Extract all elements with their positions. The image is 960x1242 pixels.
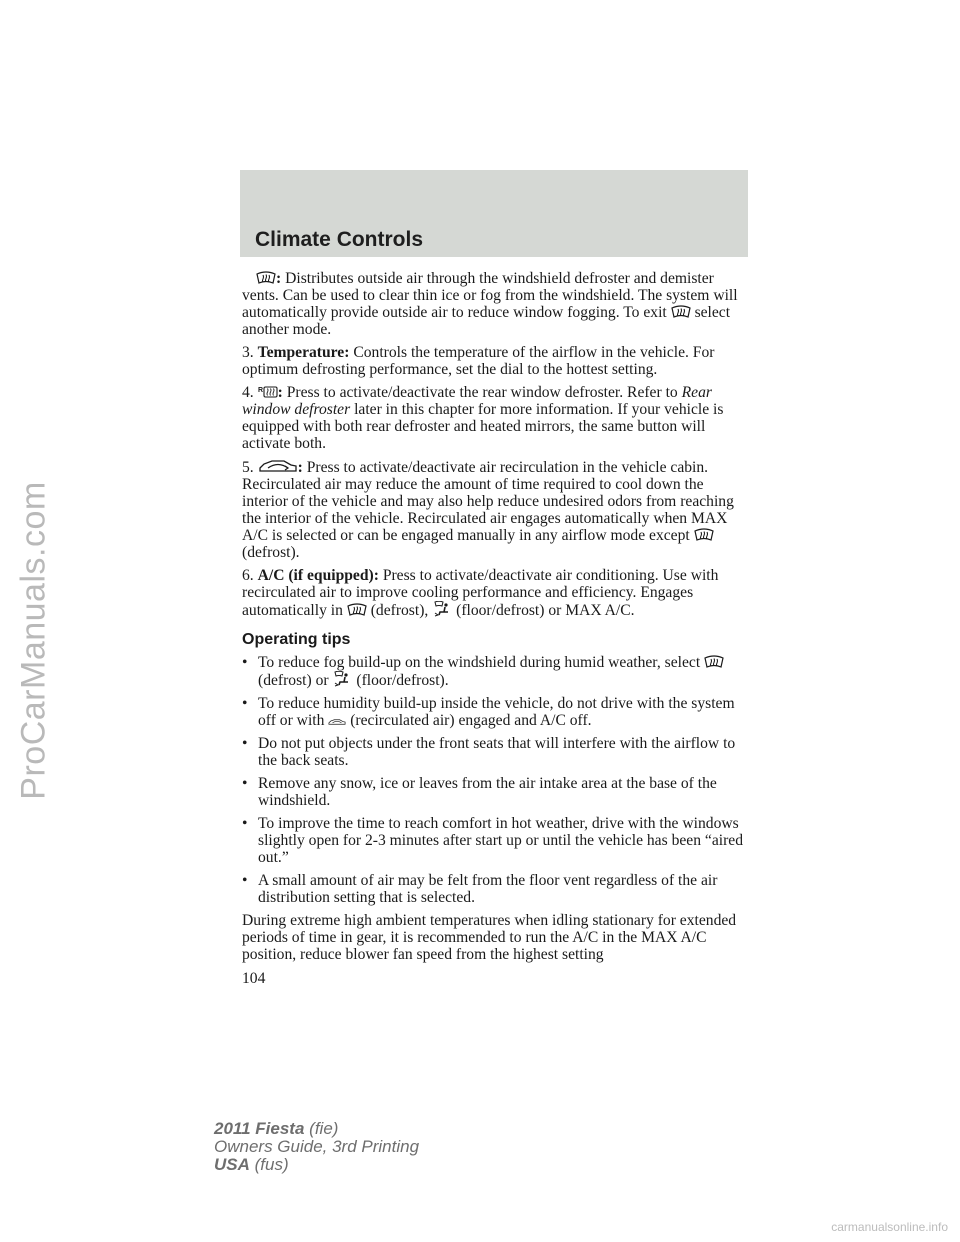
- tip-text: (defrost) or: [258, 672, 329, 689]
- tip-text: A small amount of air may be felt from the floor vent regardless of the air distribution setting that is selected.: [258, 872, 718, 906]
- defrost-text-after: select another mode.: [242, 304, 731, 338]
- windshield-defrost-icon: [347, 603, 367, 617]
- footer-model-code: (fie): [309, 1119, 339, 1138]
- temperature-paragraph: [242, 344, 752, 378]
- rear-defrost-colon: :: [277, 384, 283, 401]
- temperature-number: 3.: [242, 344, 254, 361]
- recirculation-paragraph: [242, 458, 752, 561]
- tip-text: Do not put objects under the front seats that will interfere with the airflow to the back seats.: [258, 735, 736, 769]
- footer-market-code: (fus): [254, 1155, 289, 1174]
- tip-text: To reduce humidity build-up inside the vehicle, do not drive with the system off or with: [258, 695, 735, 729]
- bullet: •: [242, 654, 248, 671]
- site-footer: carmanualsonline.info: [831, 1220, 948, 1234]
- list-item: [242, 775, 752, 809]
- recirculation-text-after: (defrost).: [242, 544, 300, 561]
- defrost-text: Distributes outside air through the windshield defroster and demister vents. Can be used to clear thin ice or fog from the windshield. The system will automatically provide outside air to reduce window fogging. To exit: [242, 270, 738, 321]
- rear-defrost-text-after: later in this chapter for more information. If your vehicle is equipped with both rear defroster and heated mirrors, the same button will activate both.: [242, 401, 724, 452]
- ac-label: A/C (if equipped):: [257, 567, 379, 584]
- tip-text: Remove any snow, ice or leaves from the air intake area at the base of the windshield.: [258, 775, 717, 809]
- watermark-text: ProCarManuals.com: [14, 480, 53, 800]
- floor-defrost-icon: [332, 671, 352, 687]
- rear-defrost-paragraph: [242, 384, 752, 452]
- defrost-paragraph: [242, 270, 752, 338]
- defrost-colon: :: [276, 270, 282, 287]
- watermark: [4, 420, 64, 860]
- footer-line-2: Owners Guide, 3rd Printing: [214, 1137, 420, 1156]
- tip-text: To reduce fog build-up on the windshield during humid weather, select: [258, 654, 701, 671]
- temperature-label: Temperature:: [257, 344, 350, 361]
- tip-text: (recirculated air) engaged and A/C off.: [350, 712, 592, 729]
- page-number: 104: [242, 970, 266, 987]
- bullet: •: [242, 695, 248, 712]
- windshield-defrost-icon: [694, 528, 714, 542]
- rear-defrost-icon: [258, 385, 278, 399]
- list-item: [242, 872, 752, 906]
- recirculation-icon: [328, 717, 346, 727]
- svg-text:R: R: [257, 387, 263, 394]
- recirculation-icon: [258, 458, 298, 474]
- closing-paragraph: During extreme high ambient temperatures when idling stationary for extended periods of time in gear, it is recommended to run the A/C in the MAX A/C position, reduce blower fan speed from the highest setting: [242, 912, 737, 963]
- list-item: [242, 735, 752, 769]
- windshield-defrost-icon: [704, 655, 724, 669]
- tip-text: To improve the time to reach comfort in hot weather, drive with the windows slightly open for 2-3 minutes after start up or until the vehicle has been “aired out.”: [258, 815, 743, 866]
- recirculation-colon: :: [297, 459, 303, 476]
- floor-defrost-icon: [432, 601, 452, 617]
- ac-text-mid: (defrost),: [370, 602, 429, 619]
- recirculation-number: 5.: [242, 459, 254, 476]
- windshield-defrost-icon: [671, 305, 691, 319]
- bullet: •: [242, 872, 248, 889]
- ac-number: 6.: [242, 567, 254, 584]
- footer-line-3: [214, 1156, 419, 1174]
- operating-tips-heading: Operating tips: [242, 631, 351, 648]
- rear-defrost-number: 4.: [242, 384, 254, 401]
- footer-market: USA: [214, 1155, 250, 1174]
- recirculation-text: Press to activate/deactivate air recirculation in the vehicle cabin. Recirculated air may reduce the amount of time required to cool down the interior of the vehicle and may also help reduce undesired odors from reaching the interior of the vehicle. Recirculated air engages automatically when MAX A/C is selected or can be engaged manually in any airflow mode except: [242, 459, 734, 544]
- ac-paragraph: [242, 567, 752, 619]
- section-title: Climate Controls: [255, 228, 424, 251]
- windshield-defrost-icon: [242, 271, 276, 285]
- operating-tips-list: [242, 654, 752, 906]
- footer-line-1: [214, 1120, 419, 1138]
- bullet: •: [242, 775, 248, 792]
- footer-model: 2011 Fiesta: [214, 1119, 305, 1138]
- tip-text: (floor/defrost).: [356, 672, 449, 689]
- list-item: [242, 695, 752, 729]
- list-item: [242, 654, 752, 689]
- ac-text: Press to activate/deactivate air conditioning. Use with recirculated air to improve cooling performance and efficiency. Engages automatically in: [242, 567, 719, 619]
- temperature-text: Controls the temperature of the airflow in the vehicle. For optimum defrosting performance, set the dial to the hottest setting.: [242, 344, 715, 378]
- ac-text-after: (floor/defrost) or MAX A/C.: [456, 602, 635, 619]
- list-item: [242, 815, 752, 866]
- document-footer: [214, 1120, 419, 1174]
- bullet: •: [242, 735, 248, 752]
- bullet: •: [242, 815, 248, 832]
- rear-defrost-text: Press to activate/deactivate the rear window defroster. Refer to: [286, 384, 678, 401]
- page-content: [242, 270, 752, 969]
- rear-defrost-reference: Rear window defroster: [242, 384, 712, 418]
